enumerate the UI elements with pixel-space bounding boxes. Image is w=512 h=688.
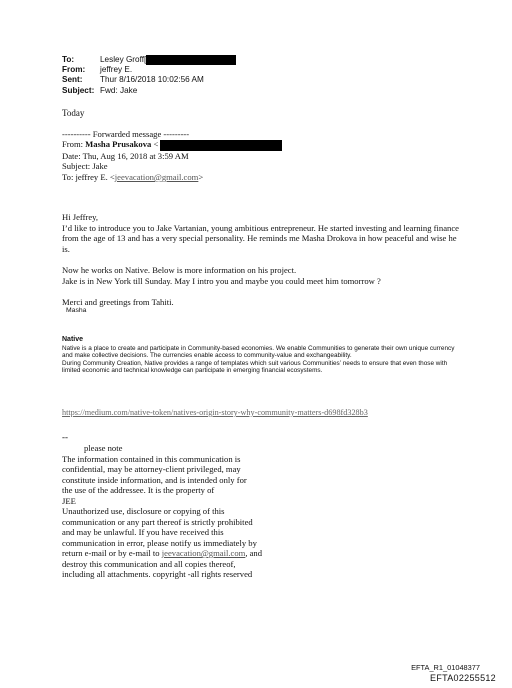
redaction-box (146, 55, 236, 65)
sent-label: Sent: (62, 75, 83, 85)
confidentiality-notice (62, 443, 322, 580)
header-subject-row (62, 86, 236, 96)
native-title: Native (62, 336, 84, 343)
notice-line: and may be unlawful. If you have received this (62, 527, 224, 537)
closing-line: Merci and greetings from Tahiti. (62, 296, 174, 307)
notice-line: JEE (62, 495, 76, 506)
greeting: Hi Jeffrey, (62, 212, 99, 222)
subject-label: Subject: (62, 85, 95, 95)
notice-text: return e-mail or by e-mail to (62, 548, 162, 558)
project-line: Now he works on Native. Below is more information on his project. (62, 264, 297, 275)
message-body (62, 212, 462, 315)
notice-line: confidential, may be attorney-client privileged, may (62, 464, 241, 474)
notice-line: communication in error, please notify us immediately by (62, 537, 257, 548)
forward-from-name: Masha Prusakova (85, 139, 152, 150)
forward-to-suffix: > (198, 171, 204, 182)
forward-from-suffix: < (151, 139, 159, 150)
header-from-row (62, 65, 236, 75)
notice-line: including all attachments. copyright -all rights reserved (62, 569, 253, 579)
notice-line: constitute inside information, and is intended only for (62, 474, 247, 485)
email-header (62, 55, 236, 96)
subject-value: Fwd: Jake (100, 85, 138, 95)
forward-subject: Subject: Jake (62, 161, 108, 172)
forward-separator: ---------- Forwarded message --------- (62, 129, 190, 139)
notice-text: , and (245, 548, 263, 558)
efta-r1-id: EFTA_R1_01048377 (411, 663, 480, 672)
forward-to-row (62, 172, 282, 182)
forward-to-email-link[interactable]: jeevacation@gmail.com (114, 171, 199, 182)
to-label: To: (62, 55, 75, 64)
efta-document-id: EFTA02255512 (430, 673, 496, 683)
header-to-row (62, 55, 236, 65)
notice-email-link[interactable]: jeevacation@gmail.com (161, 548, 246, 558)
native-paragraph-1: Native is a place to create and participate in Community-based economies. We enable Communities to generate their own unique currency and make collective decisions. The currencies enable access to community-value and exchangeability. (62, 344, 455, 359)
meeting-line: Jake is in New York till Sunday. May I intro you and maybe you could meet him tomorrow ? (62, 275, 381, 286)
from-value: jeffrey E. (100, 65, 133, 75)
native-paragraph-2: During Community Creation, Native provides a range of templates which suit various Communities’ needs to ensure that even those with limited economic and technical knowledge can participate in emerging financial ecosystems. (62, 359, 448, 374)
forwarded-header (62, 129, 282, 182)
redaction-box (160, 140, 282, 151)
notice-line: communication or any part thereof is strictly prohibited (62, 516, 253, 527)
sent-value: Thur 8/16/2018 10:02:56 AM (100, 75, 204, 85)
signature-separator: -- (62, 432, 68, 442)
notice-email-line (62, 548, 322, 559)
from-label: From: (62, 65, 86, 75)
signature: Masha (66, 307, 87, 315)
notice-line: Unauthorized use, disclosure or copying of this (62, 506, 225, 516)
forward-to-prefix: To: jeffrey E. < (62, 171, 115, 182)
to-value: Lesley Groff[ (100, 55, 147, 64)
notice-heading: please note (84, 443, 123, 453)
forward-date: Date: Thu, Aug 16, 2018 at 3:59 AM (62, 150, 189, 161)
header-sent-row (62, 75, 236, 85)
notice-line: destroy this communication and all copies thereof, (62, 558, 236, 569)
notice-line: the use of the addressee. It is the property of (62, 485, 215, 495)
forward-from-prefix: From: (62, 139, 86, 150)
forward-from-row (62, 139, 282, 151)
intro-paragraph: I’d like to introduce you to Jake Vartanian, young ambitious entrepreneur. He started investing and learning finance from the age of 13 and has a very special personality. He reminds me Masha Drokova in how peaceful and wise he is. (62, 222, 459, 254)
notice-line: The information contained in this communication is (62, 453, 241, 464)
medium-article-link[interactable]: https://medium.com/native-token/natives-origin-story-why-community-matters-d698fd328b3 (62, 408, 368, 417)
today-text: Today (62, 108, 85, 118)
native-description (62, 336, 462, 375)
